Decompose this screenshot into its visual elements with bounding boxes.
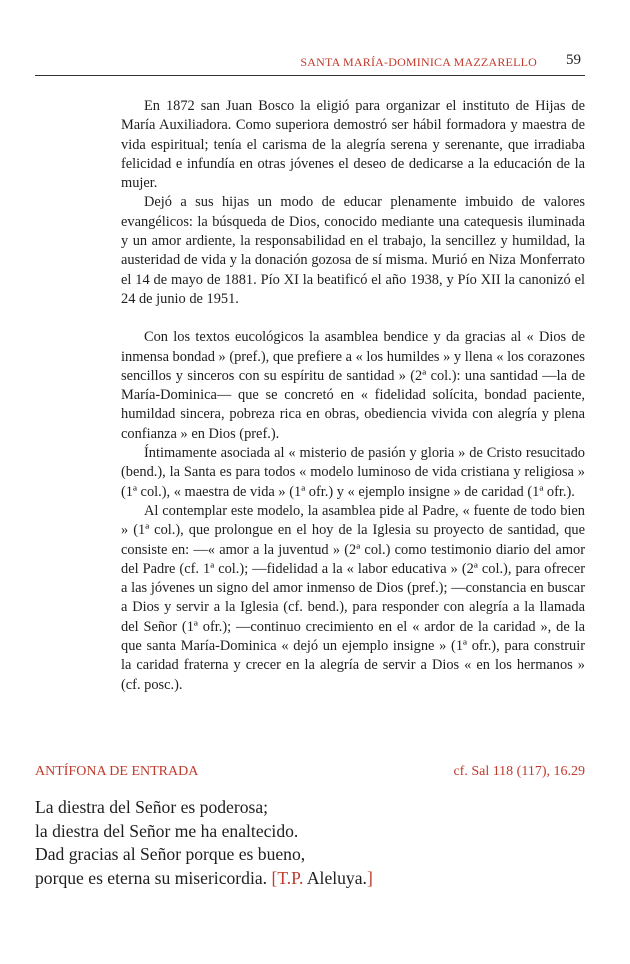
antiphon-line: Dad gracias al Señor porque es bueno, [35,844,306,864]
running-title: SANTA MARÍA-DOMINICA MAZZARELLO [300,55,537,69]
paschal-time-label: [T.P. [271,867,304,888]
alleluia: Aleluya. [306,867,367,888]
running-header [35,51,585,76]
antiphon-last-line [35,867,595,891]
body-text [121,97,585,695]
antiphon-title: ANTÍFONA DE ENTRADA [35,764,199,779]
antiphon-line: la diestra del Señor me ha enaltecido. [35,820,299,841]
antiphon-reference: cf. Sal 118 (117), 16.29 [453,764,585,779]
page-number: 59 [566,52,581,68]
paragraph-biography-1: En 1872 san Juan Bosco la eligió para organizar el instituto de Hijas de María Auxiliadora. Como superiora demostró ser hábil formadora y maestra de vida espiritual; tenía el carisma de la alegría serena y serenante, que irradiaba felicidad e infundía en otras jóvenes el deseo de dedicarse a la educación de la mujer. [121,98,585,192]
antiphon-text [35,796,595,890]
paragraph-eucology-2: Íntimamente asociada al « misterio de pasión y gloria » de Cristo resucitado (bend.), la Santa es para todos « modelo luminoso de vida cristiana y religiosa » (1ª col.), « maestra de vida » (1ª ofr.) y « ejemplo insigne » de caridad (1ª ofr.). [121,445,585,500]
paragraph-eucology-1: Con los textos eucológicos la asamblea bendice y da gracias al « Dios de inmensa bondad » (pref.), que prefiere a « los humildes » y llena « los corazones sencillos y sinceros con su espíritu de santidad » (2ª col.): una santidad —la de María-Dominica— que se concretó en « fidelidad solícita, bondad paciente, humildad sincera, pobreza rica en obras, obediencia vivida con alegría y plena confianza » en Dios (pref.). [121,329,585,442]
antiphon-line: porque es eterna su misericordia. [35,867,268,888]
paragraph-biography-2: Dejó a sus hijas un modo de educar plenamente imbuido de valores evangélicos: la búsqueda de Dios, conocido mediante una catequesis iluminada y un amor ardiente, la responsabilidad en el trabajo, la sencillez y humildad, la austeridad de vida y la donación gozosa de sí misma. Murió en Niza Monferrato el 14 de mayo de 1881. Pío XI la beatificó el año 1938, y Pío XII la canonizó el 24 de junio de 1951. [121,194,585,307]
paschal-time-close: ] [366,867,373,888]
antiphon-line: La diestra del Señor es poderosa; [35,797,269,817]
antiphon-header [35,764,585,784]
paragraph-eucology-3: Al contemplar este modelo, la asamblea pide al Padre, « fuente de todo bien » (1ª col.), que prolongue en el hoy de la Iglesia su proyecto de santidad, que consiste en: —« amor a la juventud » (2ª col.) como testimonio diario del amor del Padre (cf. 1ª col.); —fidelidad a la « labor educativa » (2ª col.), para ofrecer a las jóvenes un signo del amor inmenso de Dios (pref.); —constancia en buscar a Dios y servir a la Iglesia (cf. bend.), para responder con alegría a la llamada del Señor (1ª ofr.); —continuo crecimiento en el « ardor de la caridad », de la que santa María-Dominica « dejó un ejemplo insigne » (1ª ofr.), para construir la caridad fraterna y crecer en la alegría de servir a Dios « en los hermanos » (cf. posc.). [121,502,585,693]
